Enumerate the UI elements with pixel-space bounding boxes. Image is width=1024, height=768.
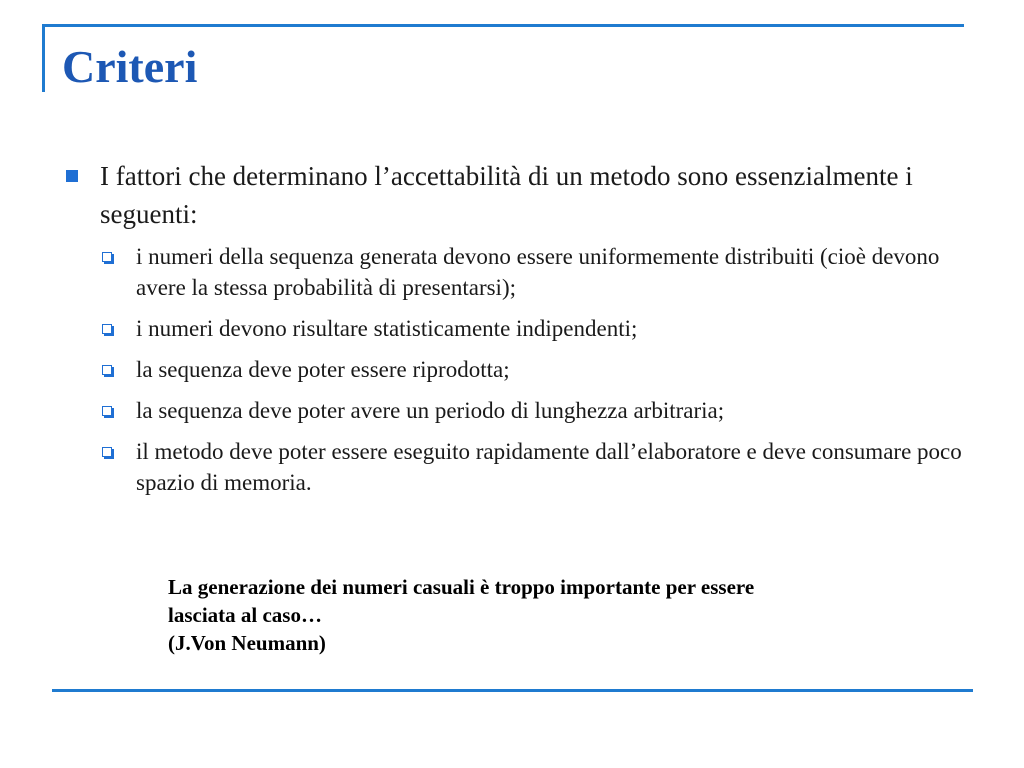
slide-title: Criteri: [62, 41, 198, 92]
quote-attribution: (J.Von Neumann): [168, 631, 326, 655]
title-frame-left-line: [42, 24, 45, 92]
sub-bullet-item: [102, 354, 966, 385]
footer-divider-line: [52, 689, 973, 692]
main-bullet: [66, 157, 966, 233]
outlined-square-bullet-icon: [102, 406, 112, 416]
outlined-square-bullet-icon: [102, 324, 112, 334]
filled-square-bullet-icon: [66, 170, 78, 182]
slide-content: [66, 157, 966, 508]
sub-bullet-item: [102, 241, 966, 303]
sub-bullet-text: la sequenza deve poter essere riprodotta;: [136, 357, 510, 382]
sub-bullet-text: i numeri devono risultare statisticamente indipendenti;: [136, 316, 638, 341]
sub-bullet-text: il metodo deve poter essere eseguito rapidamente dall’elaboratore e deve consumare poco spazio di memoria.: [136, 439, 962, 495]
title-frame-top-line: [42, 24, 964, 27]
sub-bullet-text: i numeri della sequenza generata devono essere uniformemente distribuiti (cioè devono avere la stessa probabilità di presentarsi);: [136, 244, 940, 300]
sub-bullet-item: [102, 313, 966, 344]
quote-block: [168, 573, 928, 657]
outlined-square-bullet-icon: [102, 252, 112, 262]
outlined-square-bullet-icon: [102, 365, 112, 375]
outlined-square-bullet-icon: [102, 447, 112, 457]
sub-bullet-item: [102, 436, 966, 498]
quote-line-2: lasciata al caso…: [168, 603, 322, 627]
main-bullet-text: I fattori che determinano l’accettabilità di un metodo sono essenzialmente i seguenti:: [100, 161, 913, 229]
sub-bullet-list: [66, 241, 966, 498]
sub-bullet-item: [102, 395, 966, 426]
sub-bullet-text: la sequenza deve poter avere un periodo di lunghezza arbitraria;: [136, 398, 725, 423]
quote-line-1: La generazione dei numeri casuali è troppo importante per essere: [168, 575, 755, 599]
